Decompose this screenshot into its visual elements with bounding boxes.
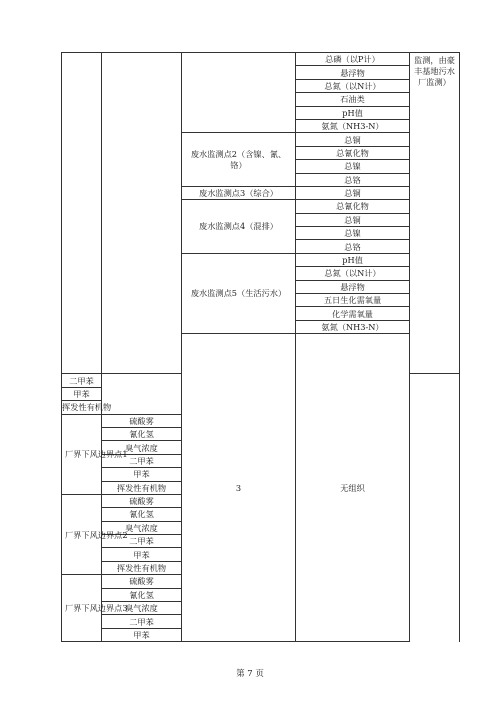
item-cell: 总磷（以P计） [296, 53, 410, 66]
section-type-cell-prev [102, 53, 182, 374]
point-name-cell: 废水监测点2（含镍、氰、铬） [182, 133, 296, 187]
item-cell: 挥发性有机物 [102, 561, 182, 574]
item-cell: 甲苯 [62, 387, 102, 400]
item-cell: 总镍 [296, 227, 410, 240]
point-name-cell: 厂界下风边界点2 [62, 494, 102, 574]
section-no-cell-prev [62, 53, 102, 374]
item-cell: 臭气浓度 [102, 521, 182, 534]
section-no-cell: 3 [182, 334, 296, 642]
item-cell: 化学需氧量 [296, 307, 410, 320]
item-cell: 石油类 [296, 93, 410, 106]
item-cell: 总铜 [296, 186, 410, 199]
item-cell: 二甲苯 [102, 454, 182, 467]
item-cell: 甲苯 [102, 548, 182, 561]
item-cell: 挥发性有机物 [102, 481, 182, 494]
item-cell: 硫酸雾 [102, 494, 182, 507]
item-cell: 硫酸雾 [102, 414, 182, 427]
item-cell: 臭气浓度 [102, 441, 182, 454]
item-cell: 五日生化需氧量 [296, 294, 410, 307]
item-cell: 氨氮（NH3-N） [296, 320, 410, 333]
item-cell: 悬浮物 [296, 280, 410, 293]
item-cell: 氰化氢 [102, 588, 182, 601]
item-cell: 甲苯 [102, 468, 182, 481]
item-cell: 总氮（以N计） [296, 79, 410, 92]
item-cell: 总铜 [296, 213, 410, 226]
item-cell: 氰化氢 [102, 427, 182, 440]
item-cell: 挥发性有机物 [62, 402, 112, 413]
point-name-cell: 废水监测点3（综合） [182, 186, 296, 199]
point-name-cell: 厂界下风边界点1 [62, 414, 102, 494]
item-cell: 总镍 [296, 160, 410, 173]
item-cell: 悬浮物 [296, 66, 410, 79]
item-cell: 总铬 [296, 240, 410, 253]
item-cell: 氰化氢 [102, 508, 182, 521]
point-cell-prev [182, 53, 296, 133]
point-name-cell: 废水监测点4（混排） [182, 200, 296, 254]
item-cell: 臭气浓度 [102, 602, 182, 615]
item-cell: 二甲苯 [102, 615, 182, 628]
page-number: 第 7 页 [236, 669, 264, 679]
item-cell: 总氰化物 [296, 146, 410, 159]
item-cell: 总氮（以N计） [296, 267, 410, 280]
item-cell: pH值 [296, 106, 410, 119]
item-cell: 二甲苯 [102, 535, 182, 548]
item-cell: 总氰化物 [296, 200, 410, 213]
item-cell: 硫酸雾 [102, 575, 182, 588]
item-cell: 氨氮（NH3-N） [296, 119, 410, 132]
point-name-cell: 厂界下风边界点3 [62, 575, 102, 642]
item-cell: 二甲苯 [62, 374, 102, 387]
monitoring-table [61, 52, 460, 642]
item-cell: 甲苯 [102, 628, 182, 641]
item-cell: pH值 [296, 253, 410, 266]
point-name-cell: 废水监测点5（生活污水） [182, 253, 296, 333]
item-cell: 总铬 [296, 173, 410, 186]
wastewater-note-cell: 监测，由豪丰基地污水厂监测） [410, 53, 460, 374]
item-cell: 总铜 [296, 133, 410, 146]
section-type-cell: 无组织 [296, 334, 410, 642]
